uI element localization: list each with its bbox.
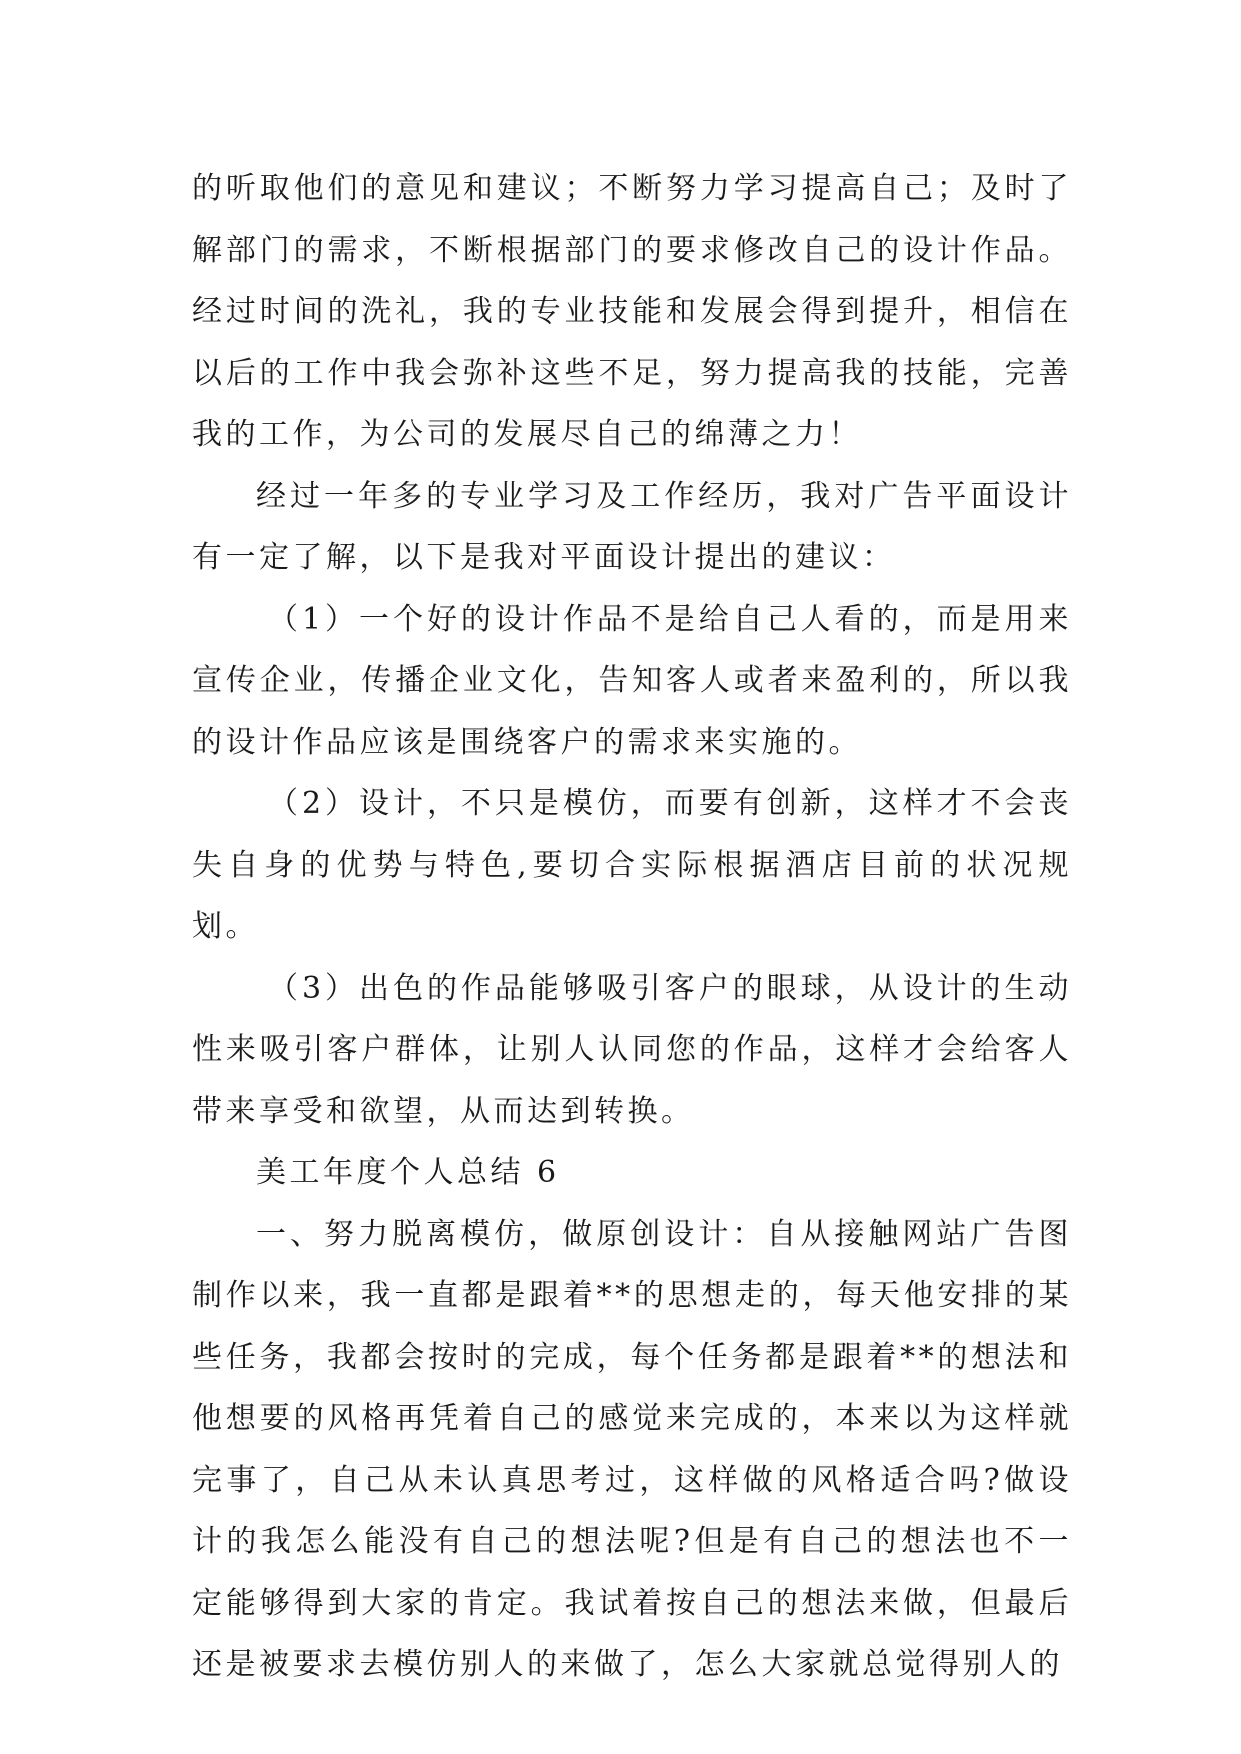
paragraph-section-1: 一、努力脱离模仿，做原创设计：自从接触网站广告图制作以来，我一直都是跟着**的思想走的，每天他安排的某些任务，我都会按时的完成，每个任务都是跟着**的想法和他想要的风格再凭着自己的感觉来完成的，本来以为这样就完事了，自己从未认真思考过，这样做的风格适合吗?做设计的我怎么能没有自己的想法呢?但是有自己的想法也不一定能够得到大家的肯定。我试着按自己的想法来做，但最后还是被要求去模仿别人的来做了，怎么大家就总觉得别人的 [192, 1216, 1072, 1682]
section-heading: 美工年度个人总结 6 [256, 1155, 560, 1190]
paragraph-intro-suggestions: 经过一年多的专业学习及工作经历，我对广告平面设计有一定了解，以下是我对平面设计提出的建议： [192, 478, 1072, 575]
paragraph-continuation: 的听取他们的意见和建议；不断努力学习提高自己；及时了解部门的需求，不断根据部门的要求修改自己的设计作品。经过时间的洗礼，我的专业技能和发展会得到提升，相信在以后的工作中我会弥补这些不足，努力提高我的技能，完善我的工作，为公司的发展尽自己的绵薄之力！ [192, 171, 1072, 452]
document-body [192, 158, 1072, 1696]
paragraph-suggestion-1: （1）一个好的设计作品不是给自己人看的，而是用来宣传企业，传播企业文化，告知客人或者来盈利的，所以我的设计作品应该是围绕客户的需求来实施的。 [192, 601, 1072, 760]
paragraph-suggestion-3: （3）出色的作品能够吸引客户的眼球，从设计的生动性来吸引客户群体，让别人认同您的作品，这样才会给客人带来享受和欲望，从而达到转换。 [192, 970, 1072, 1129]
paragraph-suggestion-2: （2）设计，不只是模仿，而要有创新，这样才不会丧失自身的优势与特色,要切合实际根据酒店目前的状况规划。 [192, 786, 1072, 944]
